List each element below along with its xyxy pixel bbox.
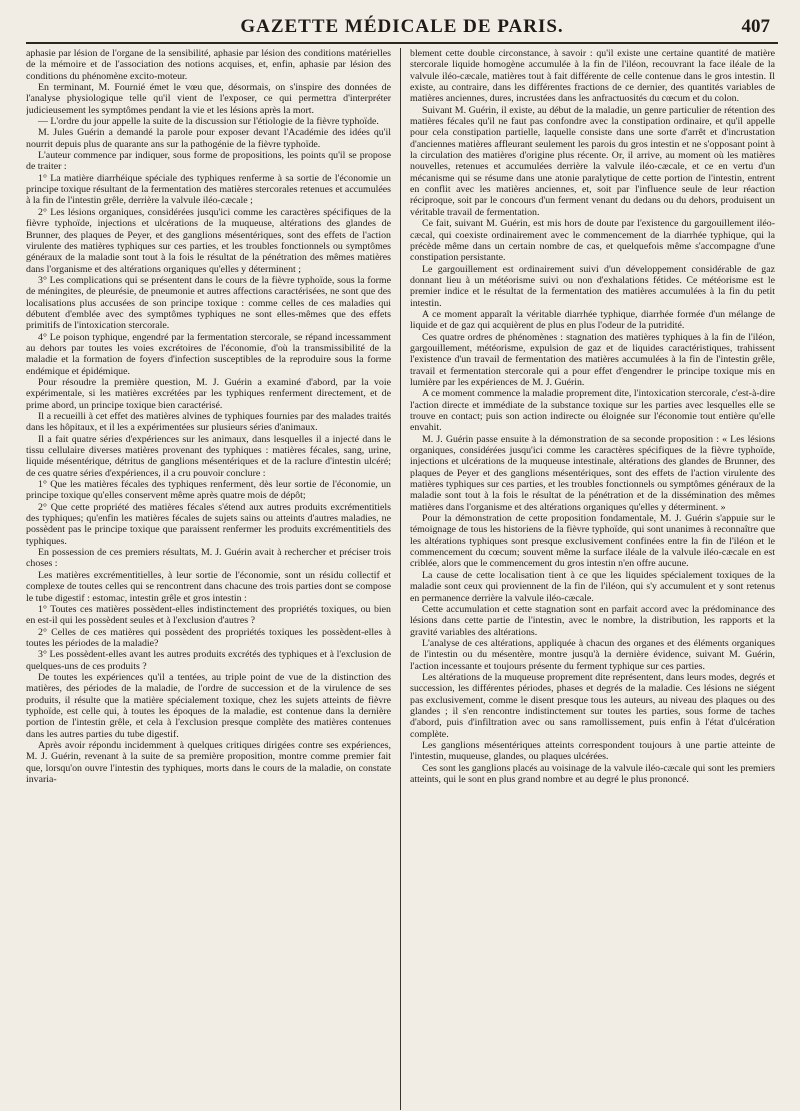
paragraph: Il a fait quatre séries d'expériences sur les animaux, dans lesquelles il a injecté dans le tissu cellulaire diverses matières provenant des typhiques : matières fécales, sang, urine, liquide mésentérique, détritus de ganglions mésentériques et de la raclure d'intestin ulcéré; de ces quatre séries d'expériences, il a cru pouvoir conclure : (26, 433, 391, 479)
paragraph: L'analyse de ces altérations, appliquée à chacun des organes et des éléments organiques de l'intestin ou du mésentère, montre jusqu'à la dernière évidence, suivant M. Guérin, l'action incessante et toujours présente du ferment typhique sur ces parties. (410, 637, 775, 672)
paragraph: Les altérations de la muqueuse proprement dite représentent, dans leurs modes, degrés et succession, les différentes périodes, phases et degrés de la maladie. Ces lésions ne siégent pas exclusivement, comme le disent presque tous les auteurs, au niveau des plaques ou des glandes ; il s'en rencontre indistinctement sur toutes les parties, sous forme de taches d'abord, puis d'infiltration avec ou sans ramollissement, puis enfin à l'état d'ulcération complète. (410, 671, 775, 740)
paragraph: blement cette double circonstance, à savoir : qu'il existe une certaine quantité de matière stercorale liquide homogène accumulée à la fin de l'iléon, recouvrant la face iléale de la valvule iléo-cæcale, matières tout à fait différente de celle contenue dans le gros intestin. Il existe, au contraire, dans les différentes fractions de ce dernier, des quantités variables de matières anciennes, dures, incrustées dans les anfractuosités du cœcum et du colon. (410, 48, 775, 105)
paragraph: En terminant, M. Fournié émet le vœu que, désormais, on s'inspire des données de l'analyse physiologique telle qu'il vient de l'exposer, ce qui permettra d'interpréter judicieusement les symptômes pendant la vie et les lésions après la mort. (26, 82, 391, 116)
journal-title: GAZETTE MÉDICALE DE PARIS. (240, 16, 564, 37)
paragraph: La cause de cette localisation tient à ce que les liquides spécialement toxiques de la maladie sont ceux qui proviennent de la fin de l'iléon, qui s'y accumulent et y sont retenus en permanence derrière la valvule iléo-cæcale. (410, 569, 775, 604)
paragraph: En possession de ces premiers résultats, M. J. Guérin avait à rechercher et préciser trois choses : (26, 547, 391, 570)
text-columns (26, 48, 778, 1110)
paragraph: Pour résoudre la première question, M. J. Guérin a examiné d'abord, par la voie expérimentale, si les matières excrétées par les typhiques renferment directement, et de prime abord, un principe toxique bien caractérisé. (26, 376, 391, 411)
paragraph: — L'ordre du jour appelle la suite de la discussion sur l'étiologie de la fièvre typhoïde. (38, 116, 379, 128)
paragraph: 2° Les lésions organiques, considérées jusqu'ici comme les caractères spécifiques de la fièvre typhoïde, injections et ulcérations de la muqueuse, altérations des glandes de Brunner, des plaques de Peyer, et des ganglions mésentériques, sont des effets de l'action virulente des matières typhiques sur ces parties, et les troubles fonctionnels ou symptômes généraux de la maladie sont tout à la fois le résultat de la pénétration des mêmes matières dans l'organisme et des altérations organiques qu'elles y déterminent ; (26, 206, 391, 275)
paragraph: aphasie par lésion de l'organe de la sensibilité, aphasie par lésion des conditions matérielles de la mémoire et de l'association des notions acquises, et, enfin, aphasie par lésion des conditions du phénomène excito-moteur. (26, 48, 391, 82)
paragraph: M. J. Guérin passe ensuite à la démonstration de sa seconde proposition : « Les lésions organiques, considérées jusqu'ici comme les caractères spécifiques de la fièvre typhoïde, injections et ulcérations de la muqueuse intestinale, altérations des glandes de Brunner, des plaques de Peyer et des ganglions mésentériques, sont des effets de l'action virulente des matières typhiques sur ces parties, et les troubles fonctionnels ou symptômes généraux de la maladie sont tout à la fois le résultat de la pénétration et de la dissémination des mêmes matières dans l'organisme et des altérations organiques qu'elles y déterminent. » (410, 433, 775, 513)
paragraph: 1° La matière diarrhéique spéciale des typhiques renferme à sa sortie de l'économie un principe toxique résultant de la fermentation des matières stercorales retenues et accumulées à la fin de l'intestin grêle, derrière la valvule iléo-cæcale ; (26, 172, 391, 207)
paragraph: Pour la démonstration de cette proposition fondamentale, M. J. Guérin s'appuie sur le témoignage de tous les historiens de la fièvre typhoïde, qui sont unanimes à reconnaître que les altérations typhiques sont presque exclusivement confinées entre la fin de l'iléon et le commencement du cœcum; souvent même la surface iléale de la valvule iléo-cæcale en est criblée, alors que le commencement du gros intestin n'en offre aucune. (410, 513, 775, 570)
paragraph: 2° Que cette propriété des matières fécales s'étend aux autres produits excrémentitiels des typhiques; qu'enfin les matières fécales de sujets sains ou atteints d'autres maladies, ne possèdent pas le principe toxique que paraissent renfermer les produits excrémentitiels des typhiques. (26, 501, 391, 547)
paragraph: A ce moment apparaît la véritable diarrhée typhique, diarrhée formée d'un mélange de liquide et de gaz qui acquièrent de plus en plus l'odeur de la putridité. (410, 308, 775, 332)
paragraph: Les ganglions mésentériques atteints correspondent toujours à une partie atteinte de l'intestin, muqueuse, glandes, ou plaques ulcérées. (410, 739, 775, 763)
paragraph: A ce moment commence la maladie proprement dite, l'intoxication stercorale, c'est-à-dire l'action directe et immédiate de la substance toxique sur les parties avec lesquelles elle se trouve en contact; puis son action indirecte ou éloignée sur l'économie tout entière qu'elle envahit. (410, 388, 775, 434)
paragraph: Suivant M. Guérin, il existe, au début de la maladie, un genre particulier de rétention des matières fécales qu'il ne faut pas confondre avec la constipation ordinaire, et qu'il appelle pour cela constipation partielle, laquelle consiste dans une sorte d'arrêt et d'incrustation d'anciennes matières affleurant seulement les parois du gros intestin et ne s'opposant point à la circulation des matières d'origine plus récente. Or, il arrive, au moment où les matières nouvelles, retenues et accumulées derrière la valvule iléo-cæcale, et ce en vertu d'un mécanisme qui se résume dans une atonie paralytique de cette portion de l'intestin, entrent en conflit avec les matières anciennes, et, soit par l'influence seule de leur réaction réciproque, soit par le concours d'un ferment venant du dedans ou du dehors, produisent un véritable travail de fermentation. (410, 104, 775, 218)
paragraph: M. Jules Guérin a demandé la parole pour exposer devant l'Académie des idées qu'il nourrit depuis plus de quarante ans sur la pathogénie de la fièvre typhoïde. (26, 127, 391, 150)
paragraph: Il a recueilli à cet effet des matières alvines de typhiques fournies par des malades traités dans les hôpitaux, et il les a expérimentées sur plusieurs séries d'animaux. (26, 411, 391, 434)
paragraph: 2° Celles de ces matières qui possèdent des propriétés toxiques les possèdent-elles à toutes les périodes de la maladie? (26, 626, 391, 649)
paragraph: Ces quatre ordres de phénomènes : stagnation des matières typhiques à la fin de l'iléon, gargouillement, météorisme, expulsion de gaz et de liquides caractéristiques, trahissent l'existence d'un travail de fermentation des matières accumulées à la fin de l'intestin grêle, travail et fermentation stercorale qui a pour effet d'engendrer le principe toxique mis en lumière par les expériences de M. J. Guérin. (410, 331, 775, 388)
paragraph: 3° Les possèdent-elles avant les autres produits excrétés des typhiques et à l'exclusion de quelques-uns de ces produits ? (26, 649, 391, 672)
paragraph: Après avoir répondu incidemment à quelques critiques dirigées contre ses expériences, M. J. Guérin, revenant à la suite de sa première proposition, montre comme premier fait que, lorsqu'on ouvre l'intestin des typhiques, morts dans le cours de la maladie, on constate invaria- (26, 739, 391, 785)
right-column (401, 48, 775, 1110)
paragraph: 1° Toutes ces matières possèdent-elles indistinctement des propriétés toxiques, ou bien en est-il qui les possèdent seules et à l'exclusion d'autres ? (26, 603, 391, 627)
paragraph: Cette accumulation et cette stagnation sont en parfait accord avec la prédominance des lésions dans cette partie de l'intestin, avec le nombre, la distribution, les rapports et la gravité variables des altérations. (410, 603, 775, 638)
paragraph: 4° Le poison typhique, engendré par la fermentation stercorale, se répand incessamment au dehors par toutes les voies excrétoires de l'économie, d'où la transmissibilité de la maladie et la formation de foyers d'infection susceptibles de la reproduire sous la forme endémique et épidémique. (26, 331, 391, 377)
paragraph: Les matières excrémentitielles, à leur sortie de l'économie, sont un résidu collectif et complexe de toutes celles qui se rencontrent dans chacune des trois parties dont se compose le tube digestif : estomac, intestin grêle et gros intestin : (26, 569, 391, 604)
paragraph: 3° Les complications qui se présentent dans le cours de la fièvre typhoïde, sous la forme de méningites, de pleurésie, de pneumonie et autres affections caractérisées, ne sont que des localisations plus accusées de son principe toxique : comme celles de ces maladies qui débutent d'emblée avec des symptômes typhiques ne sont elles-mêmes que des effets primitifs de l'intoxication stercorale. (26, 274, 391, 332)
paragraph: Ces sont les ganglions placés au voisinage de la valvule iléo-cæcale qui sont les premiers atteints, qui le sont en plus grand nombre et au degré le plus prononcé. (410, 762, 775, 785)
paragraph: 1° Que les matières fécales des typhiques renferment, dès leur sortie de l'économie, un principe toxique qu'elles conservent même après quatre mois de dépôt; (26, 479, 391, 502)
paragraph: Le gargouillement est ordinairement suivi d'un développement considérable de gaz donnant lieu à un météorisme suivi ou non d'exhalations fétides. Ce météorisme est le premier indice et le résultat de la fermentation des matières accumulées à la fin du petit intestin. (410, 263, 775, 309)
paragraph: De toutes les expériences qu'il a tentées, au triple point de vue de la distinction des matières, des périodes de la maladie, de l'ordre de succession et de la virulence de ses produits, il résulte que la matière spécialement toxique, chez les sujets atteints de fièvre typhoïde, est celle qui, à toutes les époques de la maladie, est contenue dans la dernière portion de l'intestin grêle, et cela à l'exclusion presque complète des matières contenues dans les autres parties du tube digestif. (26, 671, 391, 740)
paragraph: L'auteur commence par indiquer, sous forme de propositions, les points qu'il se propose de traiter : (26, 150, 391, 173)
masthead (26, 12, 778, 44)
left-column (26, 48, 400, 1110)
paragraph: Ce fait, suivant M. Guérin, est mis hors de doute par l'existence du gargouillement iléo-cæcal, qui coexiste ordinairement avec le commencement de la diarrhée typhique, qui la précède même dans un certain nombre de cas, et quelquefois même s'accompagne d'une constipation persistante. (410, 218, 775, 264)
page-number: 407 (741, 16, 770, 37)
